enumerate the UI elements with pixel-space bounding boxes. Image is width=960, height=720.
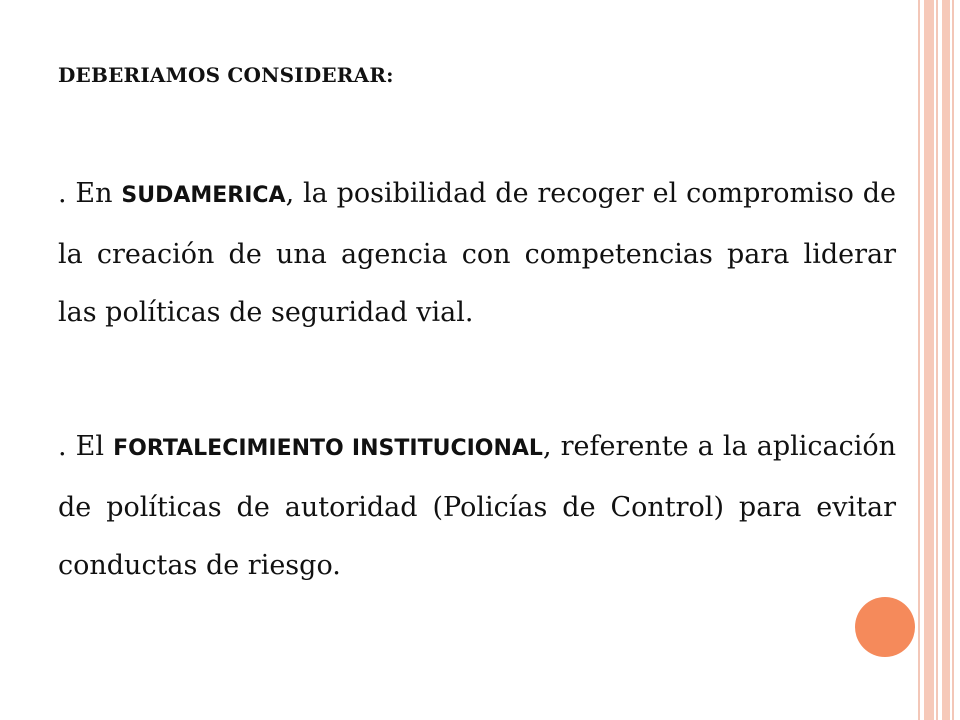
paragraph-fortalecimiento [58,418,896,596]
decorative-stripe [952,0,954,720]
paragraph-bold-term: FORTALECIMIENTO INSTITUCIONAL [113,436,543,461]
decorative-stripe [924,0,934,720]
paragraph-sudamerica [58,165,896,343]
paragraph-prefix: . El [58,431,114,462]
decorative-stripe [942,0,950,720]
decorative-stripe [918,0,920,720]
paragraph-text: , referente a la aplicación de políticas de autoridad (Policías de Control) para evitar conductas de riesgo. [58,431,896,581]
slide-heading: DEBERIAMOS CONSIDERAR: [58,63,394,87]
decorative-stripe [936,0,938,720]
decorative-circle [855,597,915,657]
paragraph-bold-term: SUDAMERICA [121,183,286,208]
paragraph-text: , la posibilidad de recoger el compromiso de la creación de una agencia con competencias para liderar las políticas de seguridad vial. [58,178,896,328]
paragraph-prefix: . En [58,178,122,209]
